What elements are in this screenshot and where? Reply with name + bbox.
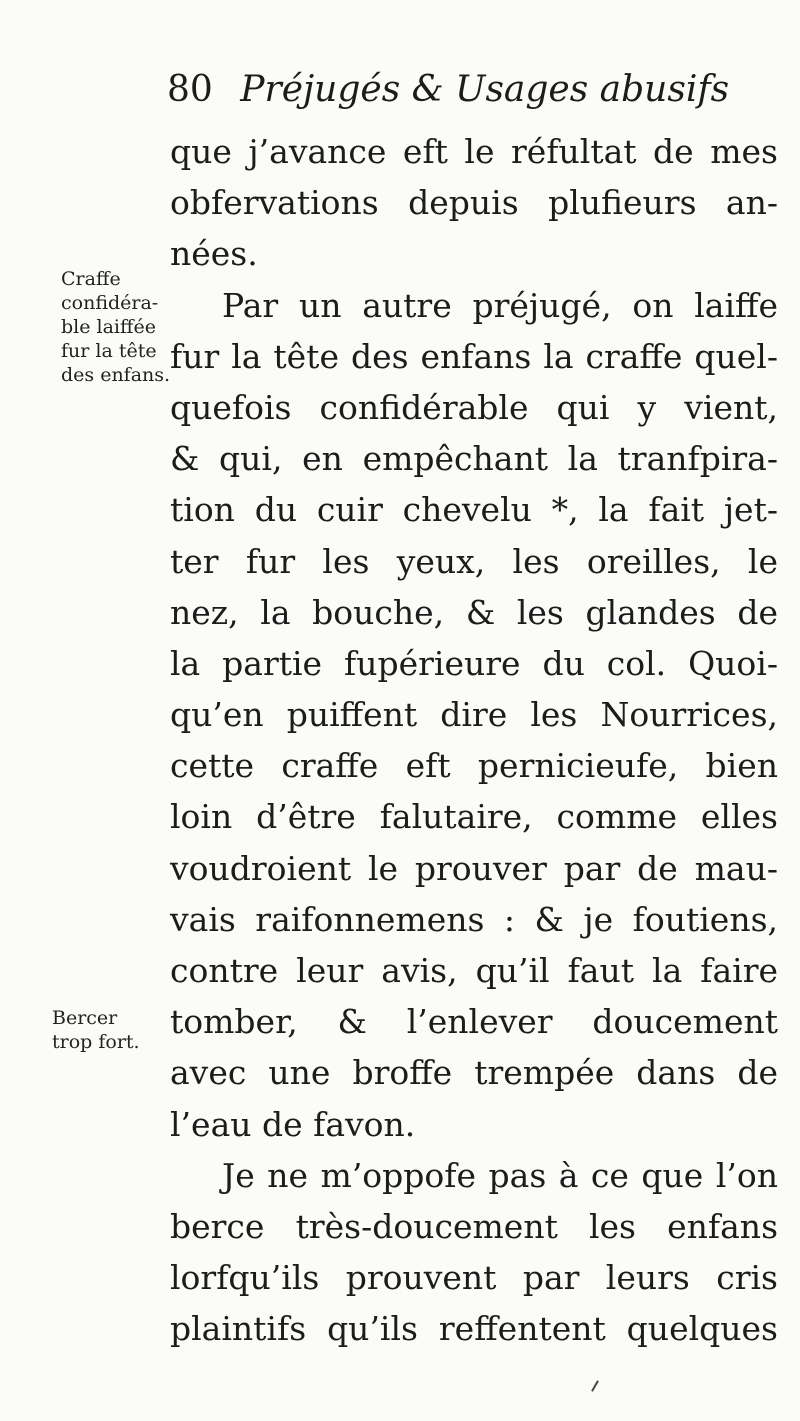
text-line: berce très-doucement les enfans xyxy=(170,1206,778,1246)
margin-note-line: trop fort. xyxy=(52,1031,140,1053)
margin-note-line: fur la tête xyxy=(61,340,157,362)
margin-note-bercer xyxy=(52,1006,140,1054)
text-line: & qui, en empêchant la tranfpira- xyxy=(170,439,778,479)
text-line: l’eau de favon. xyxy=(170,1104,416,1144)
margin-note-line: confidéra- xyxy=(61,292,159,314)
text-line: tion du cuir chevelu *, la fait jet- xyxy=(170,490,778,530)
text-line: qu’en puiffent dire les Nourrices, xyxy=(170,695,778,735)
text-line: la partie fupérieure du col. Quoi- xyxy=(170,643,778,683)
text-line: contre leur avis, qu’il faut la faire xyxy=(170,951,778,990)
text-line: nées. xyxy=(170,234,258,274)
text-line: vais raifonnemens : & je foutiens, xyxy=(170,899,778,939)
margin-note-line: Craffe xyxy=(61,268,121,290)
margin-note-line: des enfans. xyxy=(61,364,171,386)
text-line: que j’avance eft le réfultat de mes xyxy=(170,132,778,171)
text-line: Par un autre préjugé, on laiffe xyxy=(222,285,778,325)
text-line: Je ne m’oppofe pas à ce que l’on xyxy=(222,1155,778,1195)
ink-speck xyxy=(591,1380,599,1391)
text-line: quefois confidérable qui y vient, xyxy=(170,387,778,427)
text-line: loin d’être falutaire, comme elles xyxy=(170,797,778,837)
text-line: cette craffe eft pernicieufe, bien xyxy=(170,746,778,786)
margin-note-craffe xyxy=(61,267,170,387)
text-line: voudroient le prouver par de mau- xyxy=(170,848,778,888)
text-line: nez, la bouche, & les glandes de xyxy=(170,592,778,632)
margin-note-line: ble laiffée xyxy=(61,316,156,338)
text-line: obfervations depuis plufieurs an- xyxy=(170,183,778,223)
page-number: 80 xyxy=(167,69,213,110)
text-line: lorfqu’ils prouvent par leurs cris xyxy=(170,1258,778,1298)
text-line: tomber, & l’enlever doucement xyxy=(170,1002,778,1042)
page-header xyxy=(167,68,729,112)
text-line: plaintifs qu’ils reffentent quelques xyxy=(170,1309,778,1349)
text-line: ter fur les yeux, les oreilles, le xyxy=(170,541,778,581)
body-text xyxy=(170,126,778,1355)
text-line: fur la tête des enfans la craffe quel- xyxy=(170,336,778,376)
running-title: Préjugés & Usages abusifs xyxy=(240,69,730,110)
margin-note-line: Bercer xyxy=(52,1007,118,1029)
text-line: avec une broffe trempée dans de xyxy=(170,1053,778,1093)
